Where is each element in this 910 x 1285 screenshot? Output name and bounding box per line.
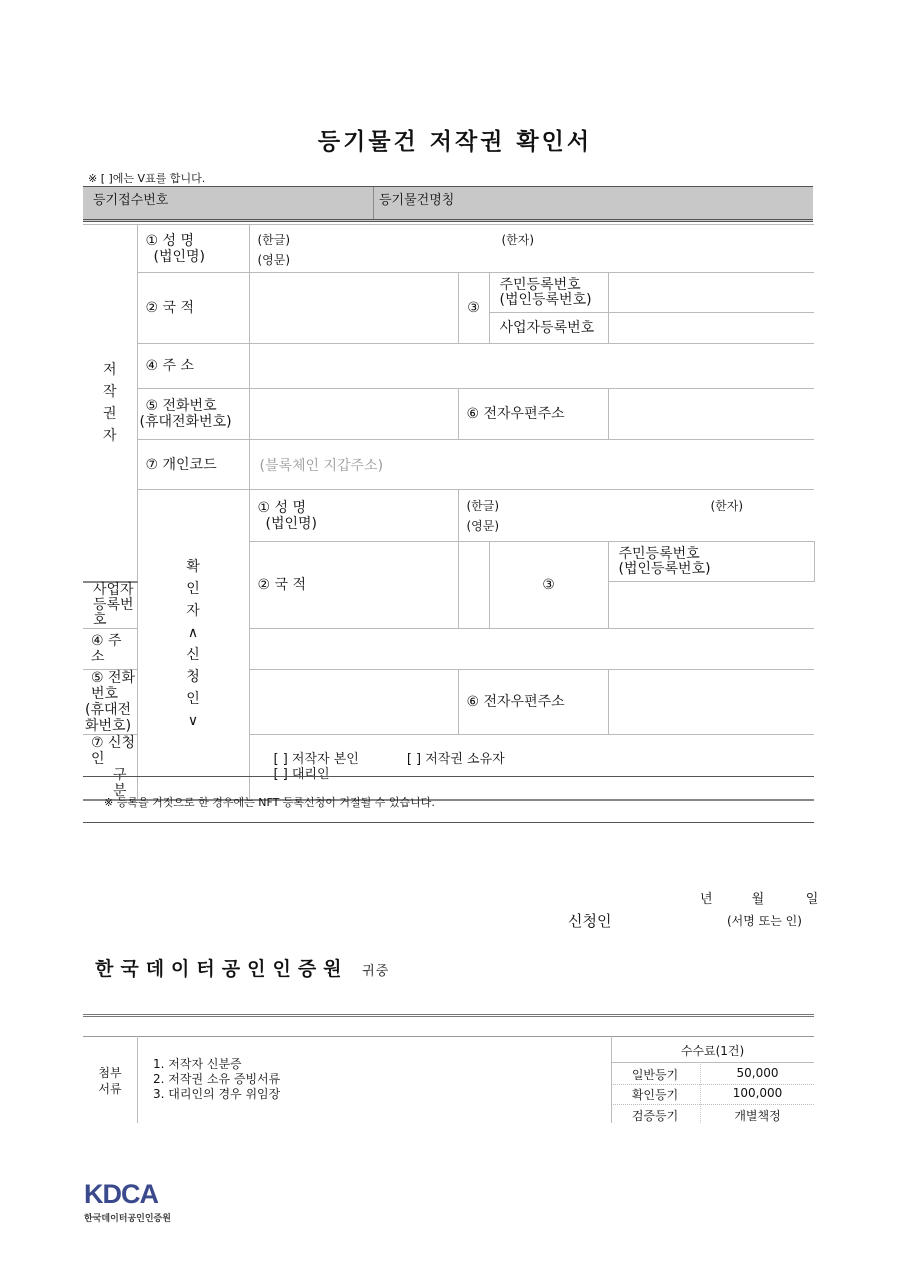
author-section-label: 저 작 권 자 [83, 225, 137, 582]
confirmer-biz-label: 사업자등록번호 [83, 582, 137, 629]
day-label: 일 [805, 892, 819, 907]
logo-name: 한국데이터공인인증원 [84, 1214, 171, 1224]
confirmer-type-label: ⑦ 신청인 구분 [83, 734, 137, 800]
author-rrn-label: 주민등록번호 (법인등록번호) [489, 273, 608, 313]
confirmer-address-field[interactable] [249, 628, 814, 669]
option-author-self[interactable]: [ ] 저작자 본인 [273, 751, 359, 767]
confirmer-nationality-label: ② 국 적 [249, 542, 458, 629]
kdca-logo [84, 1181, 170, 1211]
author-name-field[interactable]: (한글) (한자) (영문) [249, 225, 814, 273]
attachments-label: 첨부 서류 [98, 1066, 122, 1096]
author-code-label: ⑦ 개인코드 [137, 440, 249, 490]
author-nationality-label: ② 국 적 [137, 273, 249, 344]
divider [83, 776, 814, 777]
applicant-label: 신청인 [568, 912, 612, 930]
divider [83, 822, 814, 823]
confirmer-name-label: ① 성 명 (법인명) [249, 490, 458, 542]
confirmer-phone-field[interactable] [249, 669, 458, 734]
confirmer-rrn-label: 주민등록번호 (법인등록번호) [608, 542, 814, 582]
author-nationality-field[interactable] [249, 273, 458, 344]
author-phone-label: ⑤ 전화번호 (휴대전화번호) [137, 389, 249, 440]
author-biz-label: 사업자등록번호 [489, 313, 608, 344]
recipient-org: 한국데이터공인인증원 귀중 [95, 958, 390, 980]
option-copyright-owner[interactable]: [ ] 저작권 소유자 [406, 751, 505, 767]
list-item: 1. 저작자 신분증 [153, 1057, 242, 1071]
confirmer-email-label: ⑥ 전자우편주소 [458, 669, 608, 734]
author-address-field[interactable] [249, 344, 814, 389]
author-email-field[interactable] [608, 389, 814, 440]
list-item: 2. 저작권 소유 증빙서류 [153, 1072, 281, 1086]
author-name-label: ① 성 명 (법인명) [137, 225, 249, 273]
fee-title: 수수료(1건) [680, 1044, 745, 1058]
divider [83, 1014, 814, 1017]
author-item3-label: ③ [458, 273, 489, 344]
month-label: 월 [751, 892, 765, 907]
page-title: 등기물건 저작권 확인서 [317, 129, 593, 155]
divider [83, 1036, 814, 1037]
item-name-label: 등기물건명칭 [379, 193, 455, 208]
confirmer-email-field[interactable] [608, 669, 814, 734]
confirmer-address-label: ④ 주 소 [83, 628, 137, 669]
author-address-label: ④ 주 소 [137, 344, 249, 389]
svg-text:KDCA: KDCA [84, 1181, 158, 1207]
attachments-list [153, 1057, 280, 1102]
confirmer-name-field[interactable]: (한글) (한자) (영문) [458, 490, 814, 542]
author-biz-field[interactable] [608, 313, 814, 344]
signature-label: (서명 또는 인) [727, 914, 802, 928]
author-code-field[interactable]: (블록체인 지갑주소) [249, 440, 814, 490]
false-registration-warning: ※ 등록을 거짓으로 한 경우에는 NFT 등록신청이 거절될 수 있습니다. [104, 796, 435, 809]
option-agent[interactable]: [ ] 대리인 [273, 766, 330, 782]
confirmer-item3-label: ③ [489, 542, 608, 629]
author-email-label: ⑥ 전자우편주소 [458, 389, 608, 440]
confirmer-type-options [249, 734, 814, 800]
author-rrn-field[interactable] [608, 273, 814, 313]
author-phone-field[interactable] [249, 389, 458, 440]
form-table [83, 224, 814, 801]
date-line [700, 888, 818, 907]
confirmer-phone-label: ⑤ 전화번호 (휴대전화번호) [85, 669, 136, 734]
confirmer-nationality-field[interactable] [458, 542, 489, 629]
header-bar [83, 186, 813, 222]
confirmer-biz-field[interactable] [608, 582, 814, 629]
year-label: 년 [700, 892, 713, 907]
confirmer-section-label: 확 인 자 ∧ 신 청 인 ∨ [137, 490, 249, 800]
checkbox-note: ※ [ ]에는 V표를 합니다. [88, 172, 206, 185]
receipt-number-label: 등기접수번호 [93, 193, 169, 208]
list-item: 3. 대리인의 경우 위임장 [153, 1087, 281, 1101]
